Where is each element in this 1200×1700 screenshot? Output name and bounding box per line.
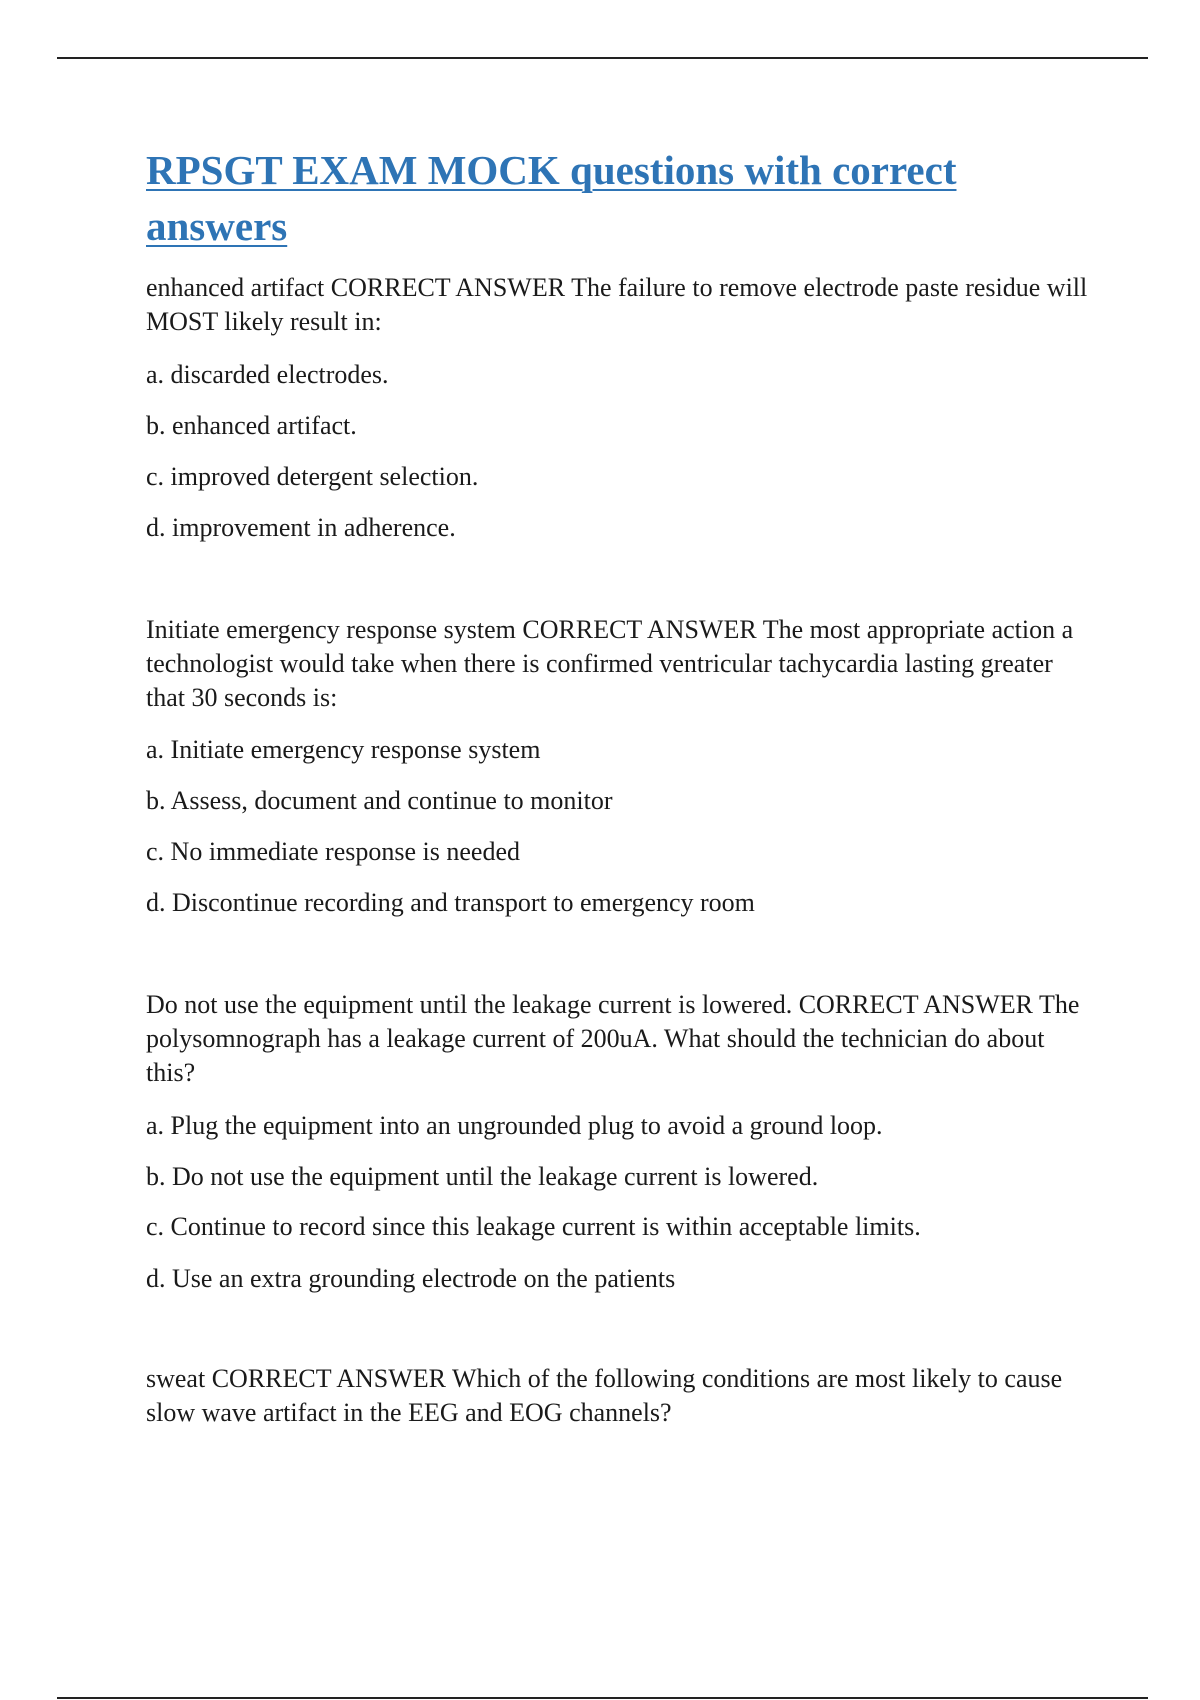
- question-2-text: Initiate emergency response system CORRECT ANSWER The most appropriate action a technologist would take when there is confirmed ventricular tachycardia lasting greater that 30 seconds is:: [146, 615, 1074, 712]
- header-rule: [57, 57, 1148, 59]
- question-1-option-d: d. improvement in adherence.: [146, 513, 456, 542]
- question-1-option-b: b. enhanced artifact.: [146, 411, 357, 440]
- question-2-option-d: d. Discontinue recording and transport to emergency room: [146, 888, 755, 917]
- question-2-option-a: a. Initiate emergency response system: [146, 735, 541, 764]
- question-3-option-c: c. Continue to record since this leakage current is within acceptable limits.: [146, 1212, 921, 1241]
- question-1-option-a: a. discarded electrodes.: [146, 360, 389, 389]
- question-2-option-b: b. Assess, document and continue to monitor: [146, 786, 613, 815]
- footer-rule: [57, 1697, 1148, 1699]
- question-3-text: Do not use the equipment until the leakage current is lowered. CORRECT ANSWER The polysomnograph has a leakage current of 200uA. What should the technician do about this?: [146, 990, 1080, 1087]
- question-3-option-a: a. Plug the equipment into an ungrounded plug to avoid a ground loop.: [146, 1111, 883, 1140]
- question-4-text: sweat CORRECT ANSWER Which of the following conditions are most likely to cause slow wave artifact in the EEG and EOG channels?: [146, 1364, 1063, 1427]
- question-1-option-c: c. improved detergent selection.: [146, 462, 479, 491]
- question-1-text: enhanced artifact CORRECT ANSWER The failure to remove electrode paste residue will MOST likely result in:: [146, 273, 1088, 336]
- question-2-option-c: c. No immediate response is needed: [146, 837, 520, 866]
- question-3-option-d: d. Use an extra grounding electrode on the patients: [146, 1264, 676, 1293]
- question-3-option-b: b. Do not use the equipment until the leakage current is lowered.: [146, 1162, 819, 1191]
- document-title: RPSGT EXAM MOCK questions with correct answers: [146, 147, 957, 249]
